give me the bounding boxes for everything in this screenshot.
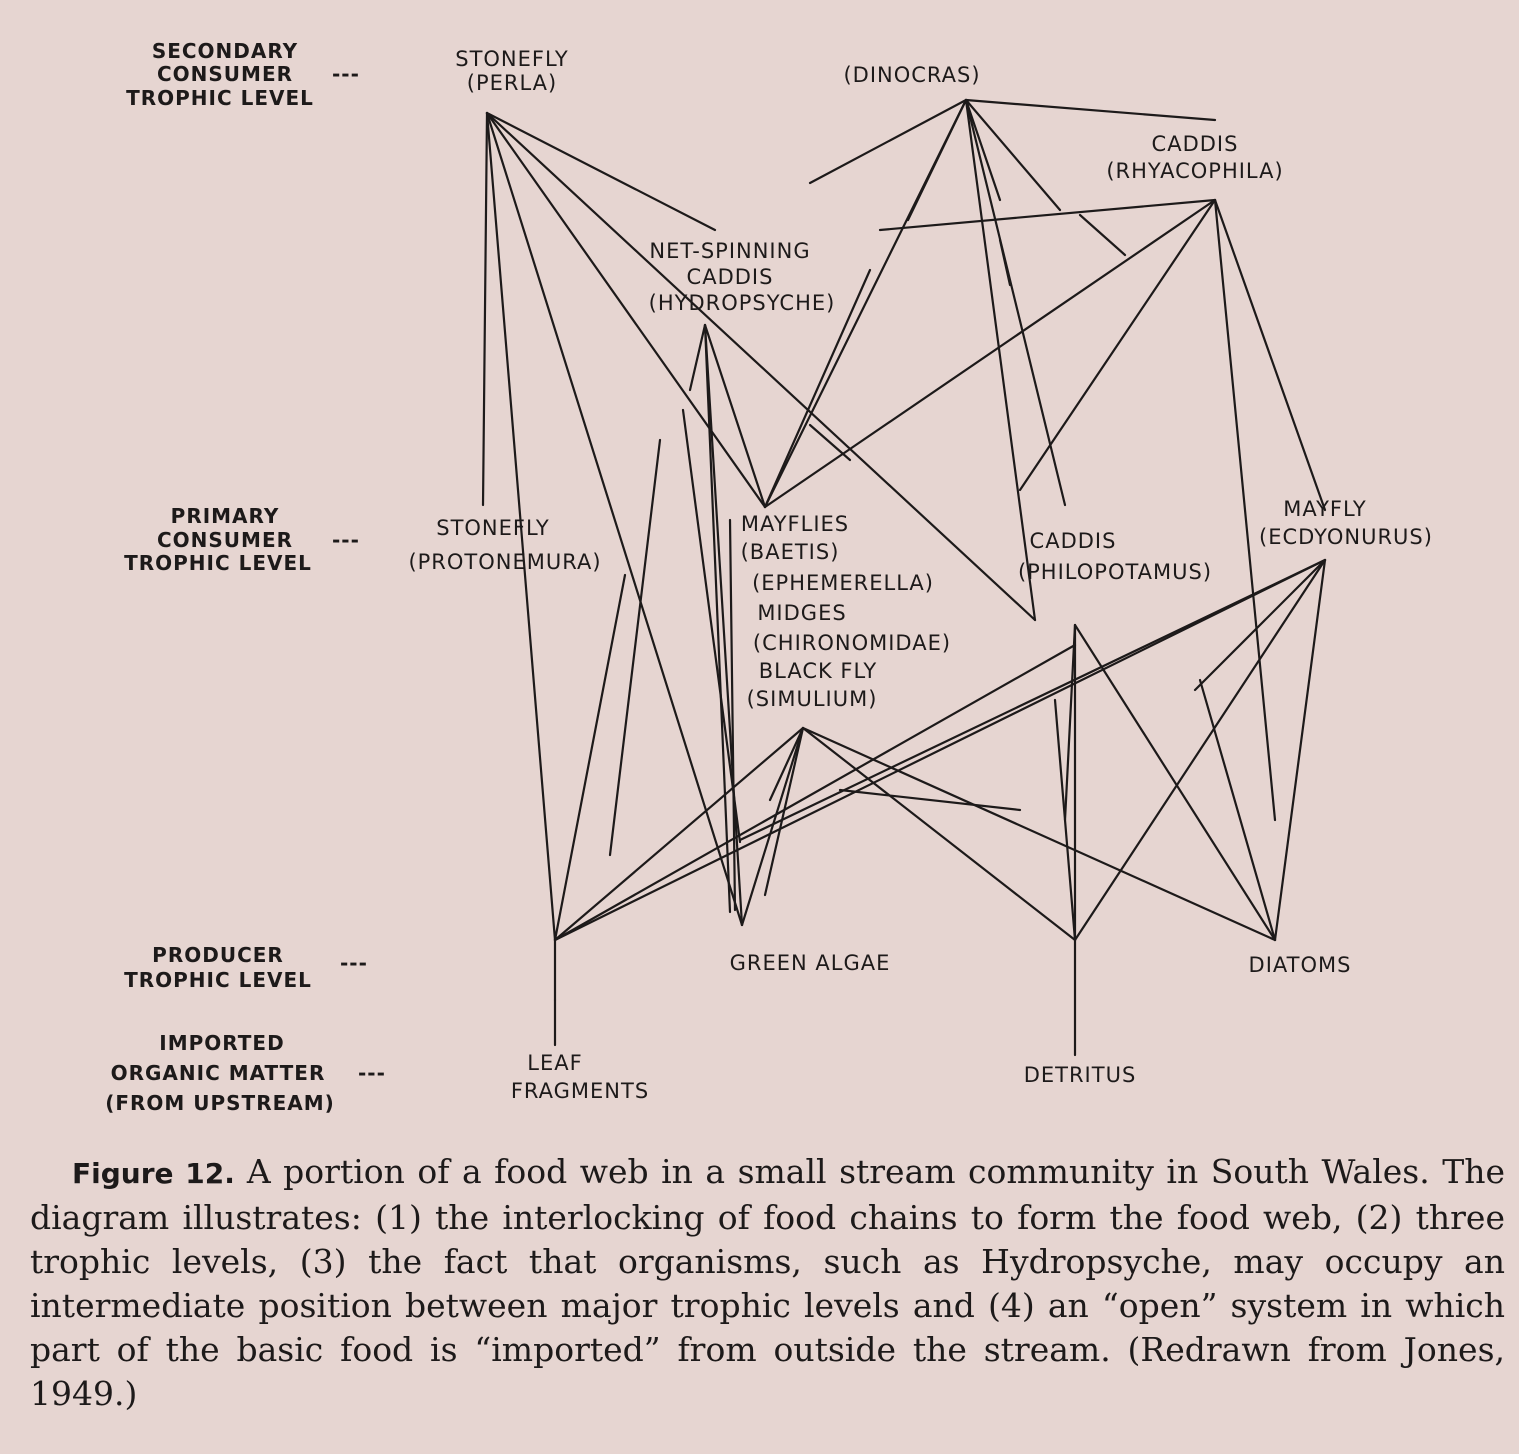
food-web-link [966,100,1215,120]
level-secondary-line3: TROPHIC LEVEL [126,86,314,110]
food-web-link [742,728,803,925]
food-web-link [610,440,660,855]
level-imported-dashes: --- [358,1061,386,1085]
food-web-link [555,575,625,940]
food-web-link [908,100,966,220]
node-stonefly-protonemura-line2: (PROTONEMURA) [408,550,602,574]
food-web-link [1065,625,1075,820]
food-web-link [966,100,1035,620]
food-web-link [840,790,1020,810]
food-web-link [770,728,803,800]
node-mayflies-group-line4: MIDGES [757,601,847,625]
node-hydropsyche-line3: (HYDROPSYCHE) [648,291,836,315]
level-secondary-line1: SECONDARY [151,39,299,63]
node-caddis-philopotamus-line2: (PHILOPOTAMUS) [1017,560,1213,584]
node-leaf-fragments-line2: FRAGMENTS [510,1079,650,1103]
level-primary-line2: CONSUMER [156,528,294,552]
food-web-link [1200,680,1275,940]
level-primary-dashes: --- [332,528,360,552]
level-primary-line3: TROPHIC LEVEL [124,551,312,575]
node-caddis-rhyacophila-line2: (RHYACOPHILA) [1106,159,1284,183]
figure-caption [30,1150,1505,1416]
food-web-link [1000,240,1010,285]
food-web-link [1075,560,1325,940]
node-dinocras: (DINOCRAS) [843,63,981,87]
level-secondary-dashes: --- [332,62,360,86]
food-web-link [810,100,966,183]
level-secondary-line2: CONSUMER [156,62,294,86]
node-caddis-philopotamus-line1: CADDIS [1029,529,1117,553]
food-web-link [803,728,1075,940]
node-hydropsyche-line2: CADDIS [686,265,774,289]
node-green-algae: GREEN ALGAE [729,951,891,975]
food-web-link [483,113,487,505]
level-primary-line1: PRIMARY [170,504,280,528]
node-mayfly-ecdyonurus-line1: MAYFLY [1283,497,1367,521]
food-web-link [705,325,730,912]
node-mayfly-ecdyonurus-line2: (ECDYONURUS) [1259,525,1433,549]
node-leaf-fragments-line1: LEAF [527,1051,583,1075]
node-stonefly-perla-line2: (PERLA) [466,71,558,95]
node-mayflies-group-line2: (BAETIS) [740,540,840,564]
food-web-link [1020,200,1215,490]
node-hydropsyche-line1: NET-SPINNING [649,239,811,263]
food-web-link [487,113,715,230]
food-web-link [1215,200,1275,820]
level-imported-line1: IMPORTED [159,1031,285,1055]
food-web-link [1215,200,1325,510]
node-mayflies-group-line3: (EPHEMERELLA) [752,571,934,595]
food-web-link [690,325,705,390]
food-web-link [1080,215,1125,255]
level-producer-line2: TROPHIC LEVEL [124,968,312,992]
food-web-link [966,100,1000,200]
level-producer-dashes: --- [340,951,368,975]
level-imported-line3: (FROM UPSTREAM) [105,1091,335,1115]
food-web-link [803,728,1275,940]
food-web-link [555,560,1325,940]
node-mayflies-group-line5: (CHIRONOMIDAE) [752,631,952,655]
node-stonefly-perla-line1: STONEFLY [455,47,569,71]
node-mayflies-group-line7: (SIMULIUM) [746,687,878,711]
level-producer-line1: PRODUCER [152,943,284,967]
node-detritus: DETRITUS [1023,1063,1137,1087]
node-caddis-rhyacophila-line1: CADDIS [1151,132,1239,156]
figure-label: Figure 12. [72,1157,235,1190]
food-web-link [555,728,803,940]
node-mayflies-group-line1: MAYFLIES [740,512,850,536]
node-mayflies-group-line6: BLACK FLY [758,659,878,683]
food-web-link [1055,700,1075,940]
node-diatoms: DIATOMS [1248,953,1352,977]
level-imported-line2: ORGANIC MATTER [110,1061,326,1085]
food-web-link [880,200,1215,230]
node-stonefly-protonemura-line1: STONEFLY [436,516,550,540]
food-web-link [1275,560,1325,940]
figure-caption-text: A portion of a food web in a small stream community in South Wales. The diagram illustrates: (1) the interlocking of food chains to form the food web, (2) three trophic levels, (3) the fact that organisms, such as Hydropsyche, may occupy an intermediate position between major trophic levels and (4) an “open” system in which part of the basic food is “imported” from outside the stream. (Redrawn from Jones, 1949.) [30,1152,1505,1413]
